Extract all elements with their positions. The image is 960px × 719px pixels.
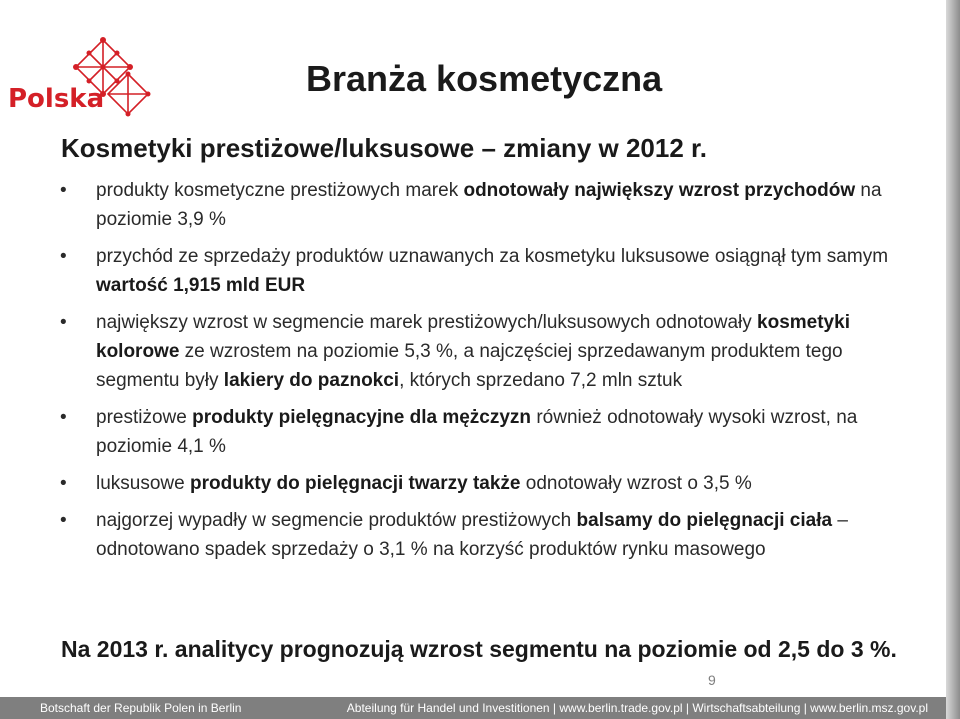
polska-logo [8, 34, 168, 124]
section-subtitle: Kosmetyki prestiżowe/luksusowe – zmiany w 2012 r. [61, 133, 707, 163]
bullet-list [58, 176, 898, 572]
bullet-icon: • [60, 510, 67, 531]
bullet-icon: • [60, 180, 67, 201]
bullet-icon: • [60, 312, 67, 333]
bullet-icon: • [60, 407, 67, 428]
slide-edge-shadow [946, 0, 960, 719]
page-number: 9 [708, 672, 716, 688]
list-item: • luksusowe produkty do pielęgnacji twarzy także odnotowały wzrost o 3,5 % [58, 469, 898, 498]
bullet-icon: • [60, 246, 67, 267]
logo-text: Polska [8, 84, 105, 114]
conclusion-text: Na 2013 r. analitycy prognozują wzrost segmentu na poziomie od 2,5 do 3 %. [61, 636, 897, 662]
footer-embassy: Botschaft der Republik Polen in Berlin [40, 701, 242, 715]
list-item: • największy wzrost w segmencie marek prestiżowych/luksusowych odnotowały kosmetyki kolorowe ze wzrostem na poziomie 5,3 %, a najczęściej sprzedawanym produktem tego segmentu były lakiery do paznokci, których sprzedano 7,2 mln sztuk [58, 308, 898, 395]
footer-bar [0, 697, 946, 719]
list-item: • przychód ze sprzedaży produktów uznawanych za kosmetyku luksusowe osiągnął tym samym wartość 1,915 mld EUR [58, 242, 898, 300]
page-title: Branża kosmetyczna [306, 58, 663, 99]
list-item: • najgorzej wypadły w segmencie produktów prestiżowych balsamy do pielęgnacji ciała – odnotowano spadek sprzedaży o 3,1 % na korzyść produktów rynku masowego [58, 506, 898, 564]
list-item: • prestiżowe produkty pielęgnacyjne dla mężczyzn również odnotowały wysoki wzrost, na poziomie 4,1 % [58, 403, 898, 461]
bullet-icon: • [60, 473, 67, 494]
footer-links: Abteilung für Handel und Investitionen | www.berlin.trade.gov.pl | Wirtschaftsabteilung | www.berlin.msz.gov.pl [346, 701, 928, 715]
list-item: • produkty kosmetyczne prestiżowych marek odnotowały największy wzrost przychodów na poziomie 3,9 % [58, 176, 898, 234]
